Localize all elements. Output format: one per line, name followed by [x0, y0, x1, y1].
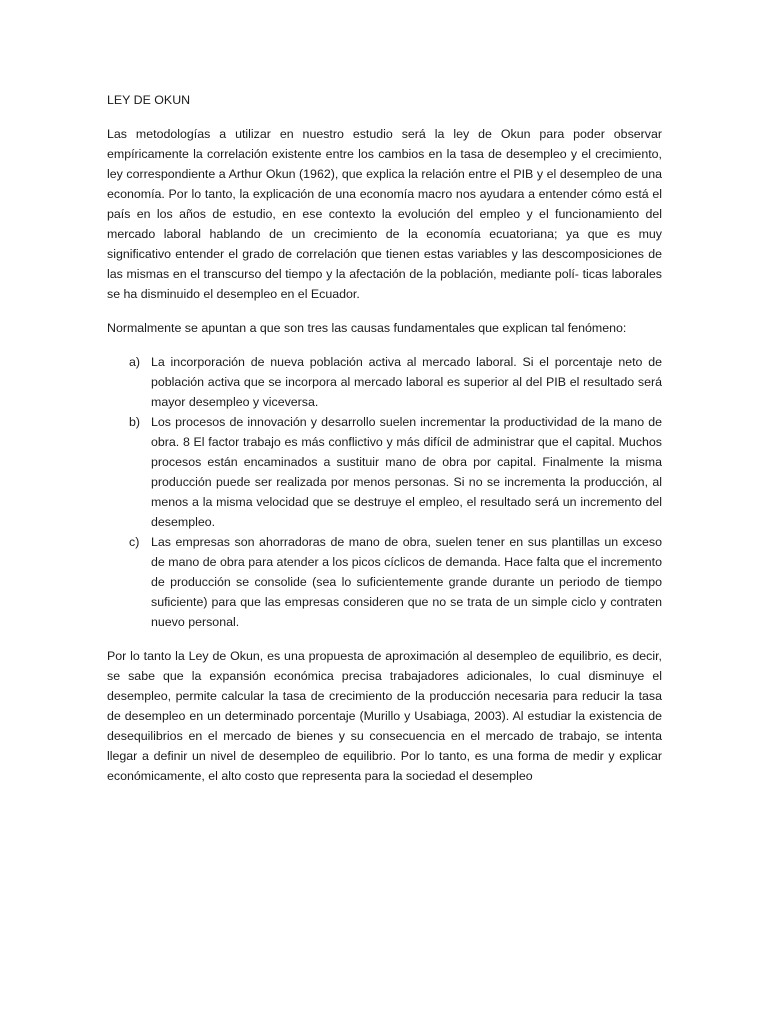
- list-item: [107, 532, 662, 632]
- document-title: LEY DE OKUN: [107, 93, 191, 107]
- list-marker: c): [129, 535, 140, 549]
- paragraph-causes-intro: Normalmente se apuntan a que son tres las causas fundamentales que explican tal fenómeno:: [107, 321, 627, 335]
- list-item-text: La incorporación de nueva población activa al mercado laboral. Si el porcentaje neto de población activa que se incorpora al mercado laboral es superior al del PIB el resultado será mayor desempleo y viceversa.: [151, 355, 662, 409]
- list-marker: a): [129, 355, 141, 369]
- list-item-text: Los procesos de innovación y desarrollo suelen incrementar la productividad de la mano de obra. 8 El factor trabajo es más conflictivo y más difícil de administrar que el capital. Muchos procesos están encaminados a sustituir mano de obra por capital. Finalmente la misma producción puede ser realizada por menos personas. Si no se incrementa la producción, al menos a la misma velocidad que se destruye el empleo, el resultado será un incremento del desempleo.: [151, 415, 662, 529]
- list-item-text: Las empresas son ahorradoras de mano de obra, suelen tener en sus plantillas un exceso de mano de obra para atender a los picos cíclicos de demanda. Hace falta que el incremento de producción se consolide (sea lo suficientemente grande durante un periodo de tiempo suficiente) para que las empresas consideren que no se trata de un simple ciclo y contraten nuevo personal.: [151, 535, 662, 629]
- list-item: [107, 412, 662, 532]
- document-page: [107, 90, 662, 800]
- paragraph-conclusion: Por lo tanto la Ley de Okun, es una propuesta de aproximación al desempleo de equilibrio, es decir, se sabe que la expansión económica precisa trabajadores adicionales, lo cual disminuye el desempleo, permite calcular la tasa de crecimiento de la producción necesaria para reducir la tasa de desempleo en un determinado porcentaje (Murillo y Usabiaga, 2003). Al estudiar la existencia de desequilibrios en el mercado de bienes y su consecuencia en el mercado de trabajo, se intenta llegar a definir un nivel de desempleo de equilibrio. Por lo tanto, es una forma de medir y explicar económicamente, el alto costo que representa para la sociedad el desempleo: [107, 649, 662, 783]
- list-marker: b): [129, 415, 141, 429]
- list-item: [107, 352, 662, 412]
- causes-list: [107, 352, 662, 632]
- paragraph-methodology: Las metodologías a utilizar en nuestro estudio será la ley de Okun para poder observar empíricamente la correlación existente entre los cambios en la tasa de desempleo y el crecimiento, ley correspondiente a Arthur Okun (1962), que explica la relación entre el PIB y el desempleo de una economía. Por lo tanto, la explicación de una economía macro nos ayudara a entender cómo está el país en los años de estudio, en ese contexto la evolución del empleo y el funcionamiento del mercado laboral hablando de un crecimiento de la economía ecuatoriana; ya que es muy significativo entender el grado de correlación que tienen estas variables y las descomposiciones de las mismas en el transcurso del tiempo y la afectación de la población, mediante polí- ticas laborales se ha disminuido el desempleo en el Ecuador.: [107, 127, 662, 301]
